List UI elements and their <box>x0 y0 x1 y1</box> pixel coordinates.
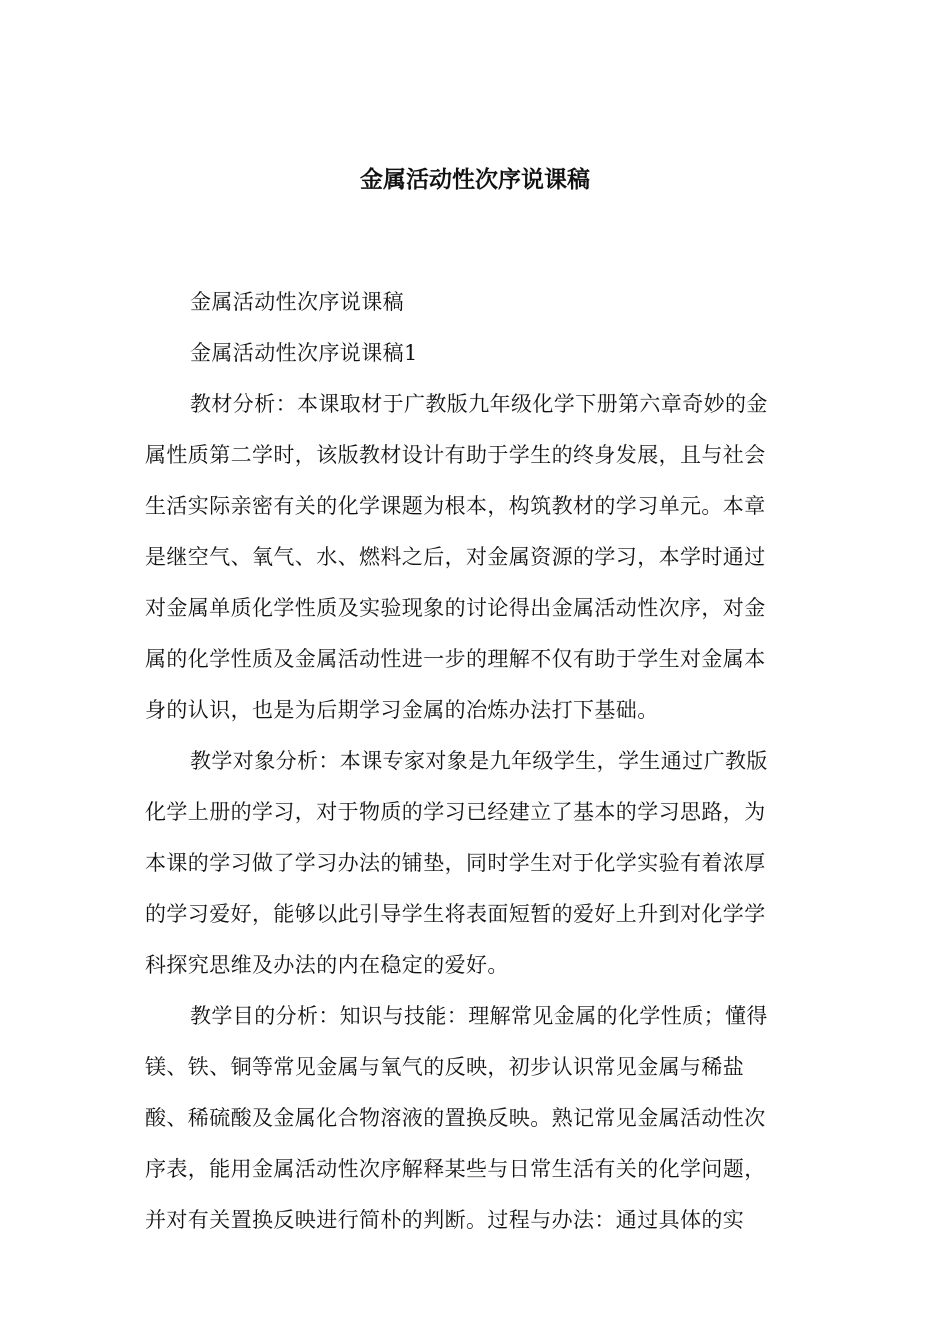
paragraph-line: 生活实际亲密有关的化学课题为根本，构筑教材的学习单元。本章 <box>145 494 766 518</box>
document-body <box>145 277 805 1246</box>
paragraph-line: 教材分析：本课取材于广教版九年级化学下册第六章奇妙的金 <box>190 392 768 416</box>
section-heading: 金属活动性次序说课稿1 <box>190 341 418 365</box>
document-title: 金属活动性次序说课稿 <box>360 167 590 193</box>
paragraph-line: 的学习爱好，能够以此引导学生将表面短暂的爱好上升到对化学学 <box>145 902 766 926</box>
paragraph-line: 身的认识，也是为后期学习金属的冶炼办法打下基础。 <box>145 698 659 722</box>
paragraph-textbook-analysis <box>145 379 805 736</box>
paragraph-line: 属性质第二学时，该版教材设计有助于学生的终身发展，且与社会 <box>145 443 766 467</box>
subtitle-line: 金属活动性次序说课稿 <box>190 290 404 314</box>
paragraph-line: 酸、稀硫酸及金属化合物溶液的置换反映。熟记常见金属活动性次 <box>145 1106 766 1130</box>
paragraph-line: 教学目的分析：知识与技能：理解常见金属的化学性质；懂得 <box>190 1004 768 1028</box>
paragraph-line: 序表，能用金属活动性次序解释某些与日常生活有关的化学问题， <box>145 1157 766 1181</box>
paragraph-line: 科探究思维及办法的内在稳定的爱好。 <box>145 953 509 977</box>
paragraph-objectives-analysis <box>145 991 805 1246</box>
paragraph-line: 并对有关置换反映进行简朴的判断。过程与办法：通过具体的实 <box>145 1208 745 1232</box>
paragraph-line: 教学对象分析：本课专家对象是九年级学生，学生通过广教版 <box>190 749 768 773</box>
paragraph-line: 本课的学习做了学习办法的铺垫，同时学生对于化学实验有着浓厚 <box>145 851 766 875</box>
paragraph-line: 化学上册的学习，对于物质的学习已经建立了基本的学习思路，为 <box>145 800 766 824</box>
paragraph-line: 对金属单质化学性质及实验现象的讨论得出金属活动性次序，对金 <box>145 596 766 620</box>
paragraph-line: 属的化学性质及金属活动性进一步的理解不仅有助于学生对金属本 <box>145 647 766 671</box>
paragraph-student-analysis <box>145 736 805 991</box>
paragraph-line: 镁、铁、铜等常见金属与氧气的反映，初步认识常见金属与稀盐 <box>145 1055 745 1079</box>
paragraph-line: 是继空气、氧气、水、燃料之后，对金属资源的学习，本学时通过 <box>145 545 766 569</box>
